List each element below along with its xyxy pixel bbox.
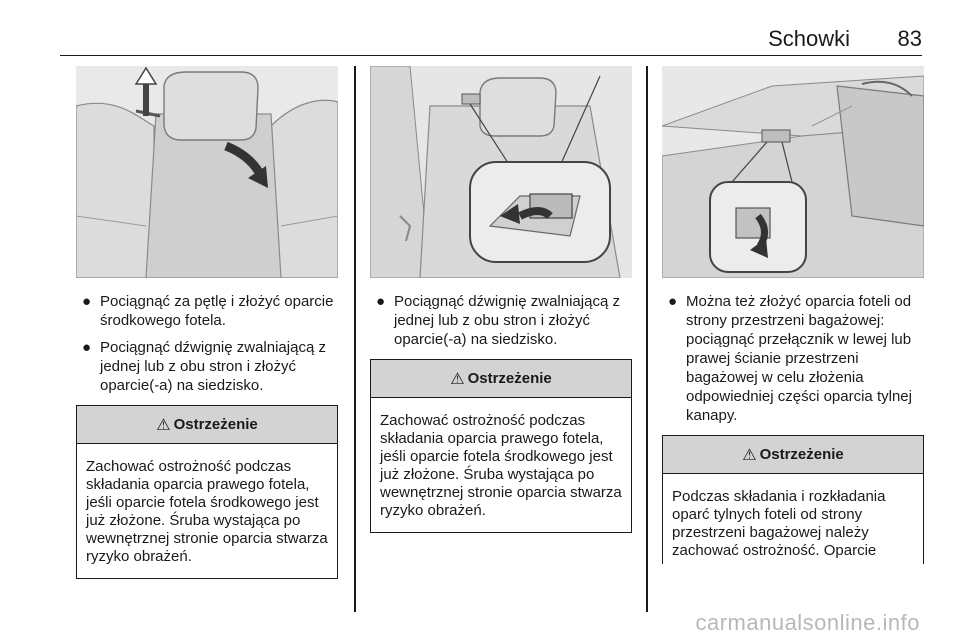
warning-icon: ⚠ xyxy=(156,416,171,434)
watermark: carmanualsonline.info xyxy=(695,610,920,635)
warning-text: Zachować ostrożność podczas składania oparcia prawego fotela, jeśli oparcie fotela środkowego jest już złożone. Śruba wystająca po wewnętrznej stronie oparcia stwarza ryzyko obrażeń. xyxy=(380,412,622,519)
warning-text: Podczas składania i rozkładania oparć tylnych foteli od strony przestrzeni bagażowej należy zachować ostrożność. Oparcie xyxy=(672,488,886,559)
instruction-list xyxy=(76,292,338,395)
warning-icon: ⚠ xyxy=(450,370,465,388)
warning-box xyxy=(76,405,338,579)
warning-box xyxy=(370,359,632,533)
page-number: 83 xyxy=(897,26,922,51)
warning-header xyxy=(371,360,631,398)
list-item: ● Pociągnąć dźwignię zwalniającą z jednej lub z obu stron i złożyć oparcie(-a) na siedzisko. xyxy=(82,339,326,394)
warning-text: Zachować ostrożność podczas składania oparcia prawego fotela, jeśli oparcie fotela środkowego jest już złożone. Śruba wystająca po wewnętrznej stronie oparcia stwarza ryzyko obrażeń. xyxy=(86,458,328,565)
page-title: Schowki xyxy=(768,26,850,51)
instruction-list xyxy=(662,292,924,425)
warning-title: Ostrzeżenie xyxy=(467,370,552,387)
column-2 xyxy=(370,66,632,533)
column-1 xyxy=(76,66,338,579)
illustration-middle-seat-fold xyxy=(76,66,338,278)
page-header xyxy=(60,22,922,56)
column-divider xyxy=(354,66,356,612)
warning-title: Ostrzeżenie xyxy=(173,416,258,433)
warning-header xyxy=(663,436,923,474)
warning-title: Ostrzeżenie xyxy=(759,446,844,463)
illustration-cargo-release xyxy=(662,66,924,278)
list-item: ● Pociągnąć dźwignię zwalniającą z jednej lub z obu stron i złożyć oparcie(-a) na siedzisko. xyxy=(376,293,620,348)
illustration-release-lever xyxy=(370,66,632,278)
column-divider xyxy=(646,66,648,612)
warning-box xyxy=(662,435,924,564)
list-item: ● Pociągnąć za pętlę i złożyć oparcie środkowego fotela. xyxy=(82,293,334,329)
instruction-list xyxy=(370,292,632,349)
warning-header xyxy=(77,406,337,444)
warning-icon: ⚠ xyxy=(742,446,757,464)
list-item: ● Można też złożyć oparcia foteli od strony przestrzeni bagażowej: pociągnąć przełącznik w lewej lub prawej ścianie przestrzeni bagażowej w celu złożenia odpowiedniej części oparcia tylnej kanapy. xyxy=(668,293,912,424)
column-3 xyxy=(662,66,924,564)
